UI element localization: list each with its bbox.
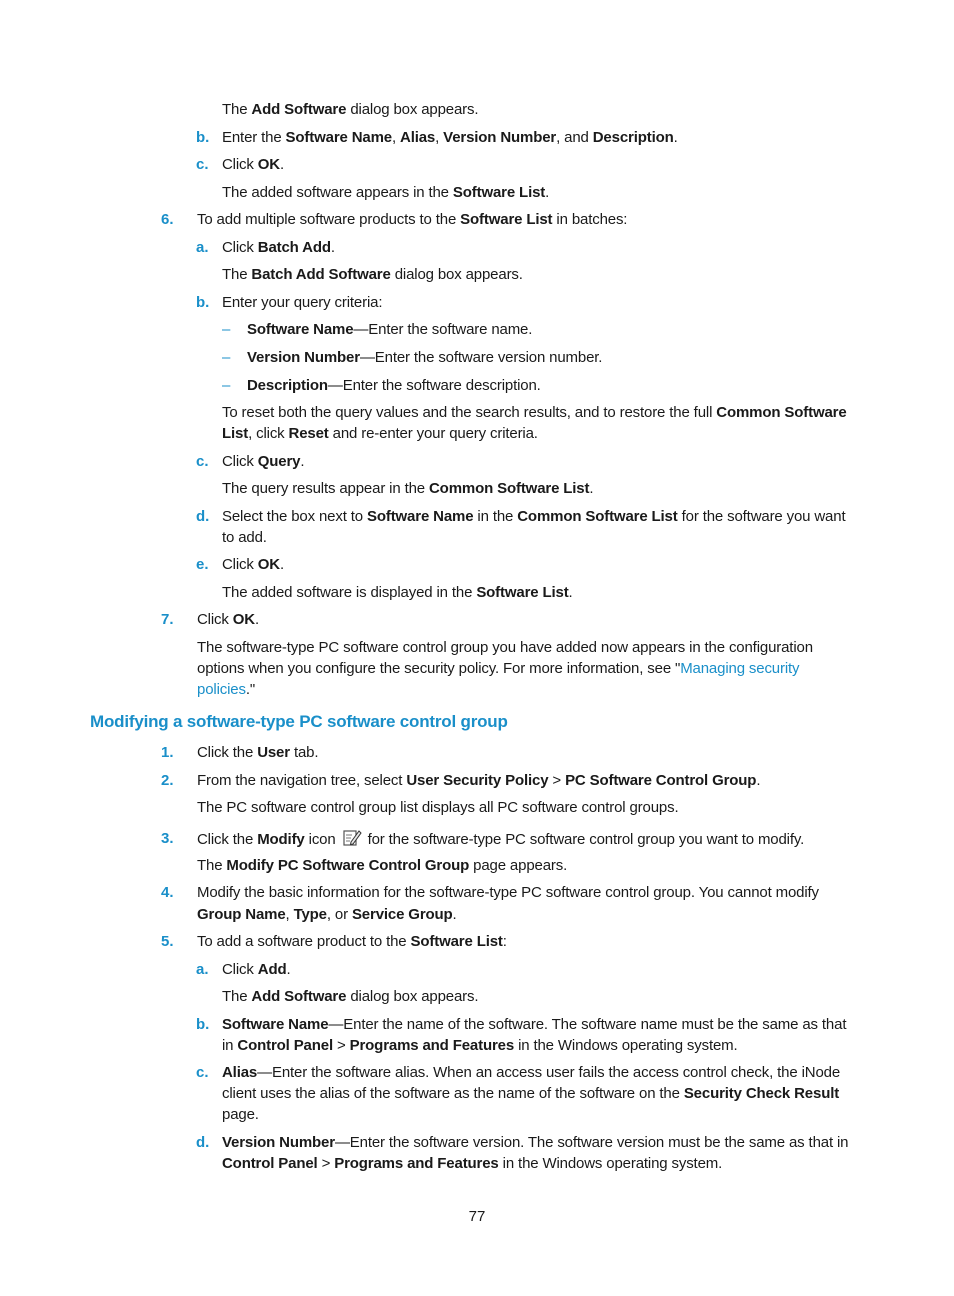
line-text: The — [197, 857, 227, 874]
paragraph-line — [197, 904, 457, 925]
cross-reference-link[interactable]: Managing security — [680, 660, 800, 677]
paragraph-line — [197, 882, 819, 903]
line-text: —Enter the software version number. — [359, 349, 603, 366]
line-text: options when you configure the security policy. For more information, see " — [197, 660, 681, 677]
paragraph-line — [222, 554, 284, 575]
line-text: > — [548, 772, 566, 789]
emphasized-term: Security Check Result — [683, 1085, 840, 1102]
emphasized-term: Batch Add — [257, 239, 331, 256]
step-marker: c. — [196, 1064, 209, 1081]
line-text: in the Windows operating system. — [498, 1155, 723, 1172]
emphasized-term: User Security Policy — [406, 772, 549, 789]
line-text: From the navigation tree, select — [197, 772, 407, 789]
emphasized-term: List — [222, 425, 249, 442]
paragraph-line — [197, 658, 799, 679]
step-marker: c. — [196, 453, 209, 470]
line-text: > — [317, 1155, 335, 1172]
paragraph-line — [222, 127, 678, 148]
line-text: Click — [222, 961, 258, 978]
step-marker: e. — [196, 556, 209, 573]
emphasized-term: Software Name — [247, 321, 354, 338]
emphasized-term: Modify — [257, 831, 305, 848]
line-text: —Enter the software description. — [327, 377, 541, 394]
emphasized-term: Software Name — [366, 508, 474, 525]
emphasized-term: Software List — [460, 211, 553, 228]
line-text: Enter your query criteria: — [222, 294, 383, 311]
line-text: in batches: — [552, 211, 628, 228]
bullet-dash: – — [222, 377, 231, 394]
emphasized-term: OK — [232, 611, 255, 628]
paragraph-line — [222, 264, 523, 285]
line-text: . — [286, 961, 291, 978]
line-text: in the Windows operating system. — [514, 1037, 738, 1054]
line-text: Click the — [197, 831, 258, 848]
line-text: The added software is displayed in the — [222, 584, 477, 601]
step-marker: d. — [196, 1134, 210, 1151]
line-text: dialog box appears. — [346, 988, 479, 1005]
paragraph-line — [222, 1083, 839, 1104]
line-text: dialog box appears. — [346, 101, 479, 118]
paragraph-line — [197, 770, 760, 791]
emphasized-term: Type — [293, 906, 327, 923]
modify-icon — [342, 828, 362, 848]
line-text: Click — [222, 556, 258, 573]
step-marker: b. — [196, 129, 210, 146]
step-marker: 2. — [161, 772, 174, 789]
paragraph-line — [197, 637, 813, 658]
bullet-dash: – — [222, 349, 231, 366]
emphasized-term: Add Software — [251, 101, 347, 118]
line-text: for the software-type PC software control group you want to modify. — [363, 831, 805, 848]
paragraph-line — [197, 828, 804, 850]
line-text: —Enter the software alias. When an access user fails the access control check, the iNode — [257, 1064, 841, 1081]
line-text: Select the box next to — [222, 508, 367, 525]
paragraph-line — [222, 237, 335, 258]
emphasized-term: Alias — [222, 1064, 258, 1081]
line-text: The software-type PC software control group you have added now appears in the configuration — [197, 639, 813, 656]
line-text: page appears. — [469, 857, 568, 874]
step-marker: c. — [196, 156, 209, 173]
step-marker: a. — [196, 961, 209, 978]
paragraph-line — [222, 99, 478, 120]
line-text: , click — [248, 425, 289, 442]
paragraph-line — [222, 1035, 738, 1056]
emphasized-term: Software List — [452, 184, 546, 201]
line-text: . — [330, 239, 335, 256]
paragraph-line — [222, 527, 267, 548]
step-marker: a. — [196, 239, 209, 256]
paragraph-line — [197, 209, 627, 230]
line-text: . — [589, 480, 594, 497]
step-marker: 7. — [161, 611, 174, 628]
line-text: , — [285, 906, 294, 923]
line-text: To add multiple software products to the — [197, 211, 461, 228]
emphasized-term: User — [257, 744, 290, 761]
step-marker: 6. — [161, 211, 174, 228]
paragraph-line — [222, 182, 549, 203]
line-text: icon — [304, 831, 340, 848]
line-text: in — [222, 1037, 238, 1054]
emphasized-term: Description — [592, 129, 674, 146]
step-marker: d. — [196, 508, 210, 525]
emphasized-term: PC Software Control Group — [565, 772, 757, 789]
emphasized-term: OK — [257, 156, 280, 173]
line-text: The added software appears in the — [222, 184, 453, 201]
emphasized-term: Common Software — [716, 404, 847, 421]
emphasized-term: Common Software List — [429, 480, 590, 497]
line-text: The — [222, 101, 252, 118]
line-text: The query results appear in the — [222, 480, 429, 497]
emphasized-term: OK — [257, 556, 280, 573]
line-text: and re-enter your query criteria. — [328, 425, 538, 442]
line-text: , and — [556, 129, 593, 146]
line-text: for the software you want — [677, 508, 846, 525]
step-marker: 1. — [161, 744, 174, 761]
step-marker: 4. — [161, 884, 174, 901]
line-text: Click — [222, 239, 258, 256]
emphasized-term: Software List — [476, 584, 569, 601]
line-text: to add. — [222, 529, 267, 546]
line-text — [197, 831, 340, 848]
paragraph-line — [197, 609, 259, 630]
paragraph-line — [222, 1153, 722, 1174]
paragraph-line — [222, 402, 847, 423]
line-text: Click — [222, 156, 258, 173]
line-text: > — [332, 1037, 350, 1054]
line-text: . — [452, 906, 457, 923]
emphasized-term: Add Software — [251, 988, 347, 1005]
paragraph-line — [222, 506, 845, 527]
line-text: Click — [222, 453, 258, 470]
emphasized-term: Programs and Features — [349, 1037, 515, 1054]
paragraph-line — [222, 154, 284, 175]
emphasized-term: Version Number — [443, 129, 557, 146]
paragraph-line — [222, 292, 382, 313]
line-text: . — [254, 611, 259, 628]
line-text: in the — [473, 508, 518, 525]
step-marker: 3. — [161, 830, 174, 847]
line-text: . — [545, 184, 550, 201]
line-text: , — [391, 129, 401, 146]
emphasized-term: Control Panel — [222, 1155, 318, 1172]
paragraph-line — [222, 1014, 846, 1035]
paragraph-line — [222, 959, 291, 980]
line-text: The PC software control group list displays all PC software control groups. — [197, 799, 679, 816]
emphasized-term: Batch Add Software — [251, 266, 391, 283]
line-text: : — [502, 933, 507, 950]
line-text: To reset both the query values and the search results, and to restore the full — [222, 404, 717, 421]
line-text: To add a software product to the — [197, 933, 411, 950]
bullet-dash: – — [222, 321, 231, 338]
emphasized-term: Version Number — [222, 1134, 335, 1151]
emphasized-term: Modify PC Software Control Group — [226, 857, 470, 874]
step-marker: 5. — [161, 933, 174, 950]
line-text: client uses the alias of the software as the name of the software on the — [222, 1085, 684, 1102]
line-text: Enter the — [222, 129, 286, 146]
line-text: —Enter the software name. — [353, 321, 533, 338]
line-text: ." — [245, 681, 256, 698]
emphasized-term: Software Name — [285, 129, 392, 146]
emphasized-term: Service Group — [351, 906, 453, 923]
paragraph-line — [222, 423, 538, 444]
emphasized-term: Query — [257, 453, 301, 470]
emphasized-term: Control Panel — [237, 1037, 333, 1054]
cross-reference-link[interactable]: policies — [197, 681, 246, 698]
emphasized-term: Alias — [400, 129, 436, 146]
line-text: . — [279, 556, 284, 573]
paragraph-line — [222, 986, 478, 1007]
line-text: . — [756, 772, 761, 789]
emphasized-term: Software List — [410, 933, 503, 950]
emphasized-term: Group Name — [197, 906, 286, 923]
section-heading: Modifying a software-type PC software control group — [90, 712, 508, 731]
emphasized-term: Reset — [288, 425, 329, 442]
line-text: tab. — [289, 744, 319, 761]
paragraph-line — [222, 451, 304, 472]
paragraph-line — [222, 1104, 259, 1125]
line-text: dialog box appears. — [390, 266, 523, 283]
paragraph-line — [197, 797, 678, 818]
line-text: , — [435, 129, 444, 146]
paragraph-line — [197, 931, 507, 952]
page-number: 77 — [468, 1208, 486, 1225]
paragraph-line — [222, 478, 593, 499]
line-text: —Enter the name of the software. The software name must be the same as that — [328, 1016, 847, 1033]
line-text: Click — [197, 611, 233, 628]
emphasized-term: Software Name — [222, 1016, 329, 1033]
paragraph-line — [247, 375, 541, 396]
line-text: , or — [326, 906, 352, 923]
emphasized-term: Version Number — [247, 349, 360, 366]
paragraph-line — [222, 1062, 840, 1083]
paragraph-line — [197, 742, 318, 763]
line-text: . — [673, 129, 678, 146]
emphasized-term: Description — [247, 377, 328, 394]
paragraph-line — [222, 582, 573, 603]
line-text: . — [279, 156, 284, 173]
line-text: . — [300, 453, 305, 470]
paragraph-line — [222, 1132, 848, 1153]
line-text: —Enter the software version. The software version must be the same as that in — [334, 1134, 849, 1151]
line-text: The — [222, 266, 252, 283]
line-text: page. — [222, 1106, 259, 1123]
emphasized-term: Add — [257, 961, 287, 978]
paragraph-line — [247, 347, 602, 368]
paragraph-line — [197, 855, 567, 876]
step-marker: b. — [196, 294, 210, 311]
line-text: The — [222, 988, 252, 1005]
line-text: Modify the basic information for the software-type PC software control group. You cannot modify — [197, 884, 819, 901]
line-text: . — [568, 584, 573, 601]
step-marker: b. — [196, 1016, 210, 1033]
emphasized-term: Common Software List — [517, 508, 678, 525]
line-text: Click the — [197, 744, 258, 761]
paragraph-line — [197, 679, 255, 700]
emphasized-term: Programs and Features — [334, 1155, 499, 1172]
paragraph-line — [247, 319, 532, 340]
